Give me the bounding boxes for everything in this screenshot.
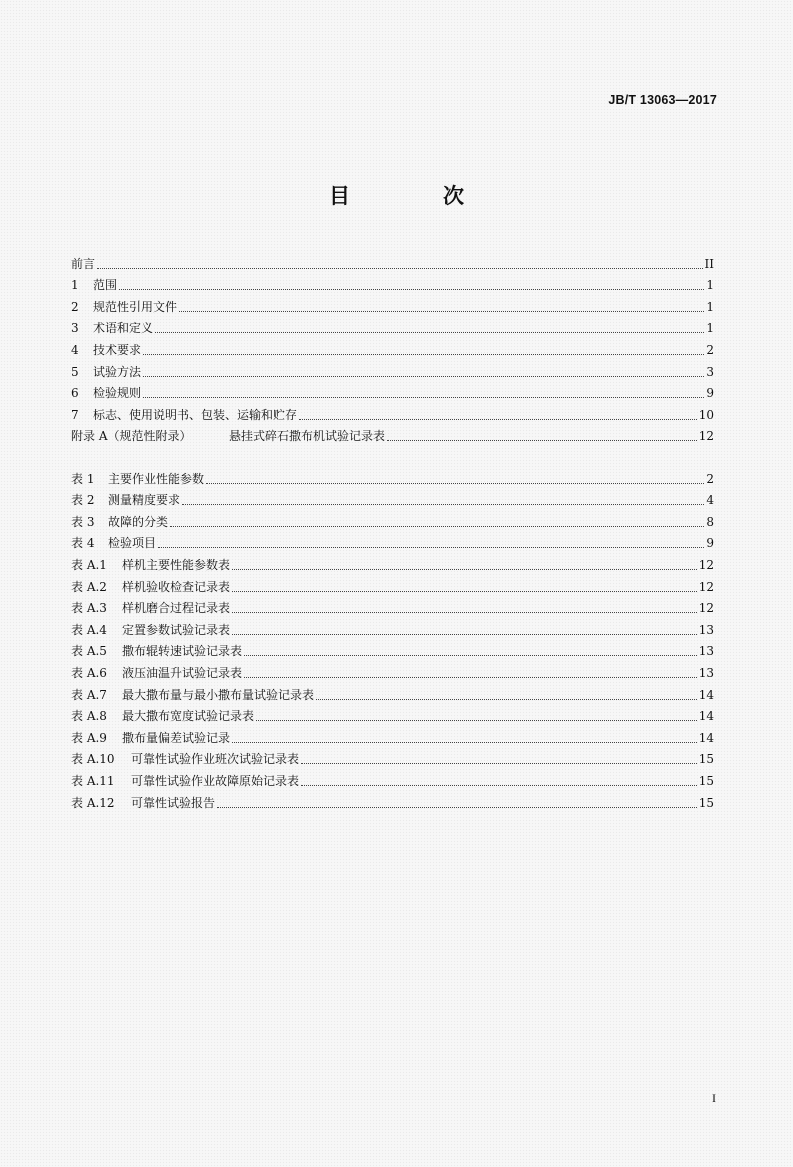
toc-entry-table-4[interactable] [71,530,714,552]
toc-entry-label [71,365,141,380]
toc-entry-table-1[interactable] [71,465,714,487]
toc-entry-text: 标志、使用说明书、包装、运输和贮存 [93,407,298,422]
toc-entry-table-a9[interactable] [71,724,714,746]
leader-dots [206,483,704,484]
leader-dots [119,289,704,290]
toc-entry-clause-5[interactable] [71,358,714,380]
toc-entry-number: 表 A.4 [71,622,107,637]
toc-entry-number: 2 [71,299,79,314]
leader-dots [143,376,704,377]
toc-entry-table-a11[interactable] [71,767,714,789]
leader-dots [301,785,697,786]
toc-entry-number: 表 A.7 [71,687,107,702]
leader-dots [143,397,704,398]
toc-entry-table-2[interactable] [71,487,714,509]
toc-entry-clause-3[interactable] [71,315,714,337]
toc-entry-text: 检验项目 [108,536,157,551]
toc-entry-page: 12 [698,579,714,594]
leader-dots [299,419,697,420]
toc-entry-page: 2 [706,342,714,357]
toc-entry-number: 表 2 [71,493,95,508]
toc-entry-clause-7[interactable] [71,401,714,423]
toc-entry-page: 13 [698,665,714,680]
toc-entry-number: 表 A.8 [71,709,107,724]
toc-entry-label [71,257,95,272]
toc-entry-page: 13 [698,622,714,637]
toc-entry-label [71,752,299,767]
toc-entry-text: 最大撒布宽度试验记录表 [122,709,255,724]
toc-entry-text: 范围 [93,278,118,293]
page-number: I [712,1091,716,1105]
standard-number: JB/T 13063—2017 [608,93,717,107]
toc-entry-page: 8 [706,514,714,529]
toc-entry-number: 6 [71,386,79,401]
toc-entry-label [71,515,168,530]
toc-entry-text: 可靠性试验作业班次试验记录表 [131,752,300,767]
toc-entry-number: 表 A.9 [71,730,107,745]
leader-dots [301,763,697,764]
toc-entry-text: 主要作业性能参数 [108,471,205,486]
toc-entry-label [71,343,141,358]
leader-dots [170,526,704,527]
toc-entry-text: 技术要求 [93,342,142,357]
leader-dots [232,634,697,635]
toc-entry-page: 3 [706,364,714,379]
toc-entry-text: 撒布量偏差试验记录 [122,730,231,745]
toc-entry-label [71,278,117,293]
toc-entry-page: 9 [706,386,714,401]
toc-entry-text: 最大撒布量与最小撒布量试验记录表 [122,687,315,702]
toc-entry-text: 试验方法 [93,364,142,379]
leader-dots [232,569,697,570]
toc-entry-text: 前言 [71,256,96,271]
toc-entry-table-a10[interactable] [71,746,714,768]
toc-entry-number: 附录 A（规范性附录） [71,429,192,444]
toc-entry-clause-6[interactable] [71,380,714,402]
toc-entry-number: 表 A.10 [71,752,115,767]
toc-entry-table-a8[interactable] [71,703,714,725]
toc-entry-page: 15 [698,773,714,788]
toc-entry-number: 表 A.3 [71,601,107,616]
toc-entry-page: 12 [698,557,714,572]
toc-entry-number: 3 [71,321,79,336]
toc-entry-label [71,493,180,508]
toc-entry-number: 表 A.2 [71,579,107,594]
leader-dots [232,591,697,592]
toc-entry-page: 12 [698,429,714,444]
toc-entry-table-a5[interactable] [71,638,714,660]
toc-entry-clause-2[interactable] [71,293,714,315]
toc-entry-label [71,774,299,789]
toc-entry-number: 表 A.12 [71,795,115,810]
toc-entry-table-a2[interactable] [71,573,714,595]
toc-entry-label [71,731,230,746]
toc-entry-label [71,386,141,401]
toc-entry-page: 1 [706,321,714,336]
toc-entry-page: 1 [706,299,714,314]
toc-entry-table-a1[interactable] [71,551,714,573]
leader-dots [158,547,704,548]
toc-entry-label [71,408,297,423]
toc-entry-number: 5 [71,364,79,379]
leader-dots [232,742,697,743]
toc-entry-text: 测量精度要求 [108,493,181,508]
toc-entry-page: 15 [698,752,714,767]
toc-entry-label [71,644,242,659]
toc-entry-text: 可靠性试验报告 [131,795,216,810]
toc-entry-page: 14 [698,730,714,745]
toc-entry-table-a7[interactable] [71,681,714,703]
toc-entry-text: 悬挂式碎石撒布机试验记录表 [229,429,386,444]
toc-entry-number: 表 4 [71,536,95,551]
toc-entry-text: 撒布辊转速试验记录表 [122,644,243,659]
toc-entry-number: 表 A.11 [71,773,115,788]
toc-entry-page: 2 [706,471,714,486]
toc-entry-label [71,688,314,703]
toc-section-list [71,250,714,444]
toc-entry-table-a4[interactable] [71,616,714,638]
toc-entry-number: 表 A.1 [71,557,107,572]
toc-entry-table-a3[interactable] [71,595,714,617]
toc-entry-label [71,472,204,487]
leader-dots [232,612,697,613]
toc-entry-text: 样机磨合过程记录表 [122,601,231,616]
leader-dots [182,504,704,505]
toc-entry-page: II [704,256,714,271]
toc-entry-text: 术语和定义 [93,321,154,336]
leader-dots [143,354,704,355]
toc-entry-text: 定置参数试验记录表 [122,622,231,637]
toc-entry-table-3[interactable] [71,508,714,530]
toc-entry-number: 表 1 [71,471,95,486]
toc-entry-text: 故障的分类 [108,514,169,529]
toc-entry-number: 表 A.5 [71,644,107,659]
toc-entry-label [71,536,156,551]
toc-entry-number: 表 3 [71,514,95,529]
toc-entry-page: 4 [706,493,714,508]
toc-entry-label [71,429,385,444]
toc-entry-label [71,601,230,616]
toc-entry-number: 7 [71,407,79,422]
toc-entry-text: 检验规则 [93,386,142,401]
toc-entry-label [71,580,230,595]
toc-entry-label [71,300,177,315]
toc-entry-clause-1[interactable] [71,272,714,294]
leader-dots [387,440,697,441]
leader-dots [179,311,704,312]
toc-entry-label [71,709,254,724]
toc-entry-label [71,666,242,681]
leader-dots [256,720,697,721]
toc-entry-page: 14 [698,687,714,702]
leader-dots [217,807,697,808]
toc-entry-page: 12 [698,601,714,616]
toc-entry-text: 样机主要性能参数表 [122,557,231,572]
toc-entry-number: 1 [71,278,79,293]
toc-entry-table-a6[interactable] [71,659,714,681]
toc-entry-label [71,623,230,638]
toc-entry-table-a12[interactable] [71,789,714,811]
toc-entry-text: 规范性引用文件 [93,299,178,314]
toc-entry-clause-4[interactable] [71,336,714,358]
toc-entry-page: 14 [698,709,714,724]
toc-entry-text: 可靠性试验作业故障原始记录表 [131,773,300,788]
toc-entry-foreword[interactable] [71,250,714,272]
toc-entry-label [71,558,230,573]
leader-dots [97,268,703,269]
toc-entry-page: 10 [698,407,714,422]
leader-dots [155,332,704,333]
toc-entry-page: 9 [706,536,714,551]
toc-entry-page: 1 [706,278,714,293]
toc-entry-text: 样机验收检查记录表 [122,579,231,594]
toc-entry-number: 表 A.6 [71,665,107,680]
page-title: 目 次 [329,184,500,208]
toc-entry-page: 13 [698,644,714,659]
toc-entry-label [71,796,215,811]
toc-entry-text: 液压油温升试验记录表 [122,665,243,680]
toc-entry-page: 15 [698,795,714,810]
leader-dots [316,699,697,700]
toc-entry-number: 4 [71,342,79,357]
leader-dots [244,677,697,678]
toc-table-list [71,465,714,811]
toc-entry-label [71,321,153,336]
leader-dots [244,655,697,656]
toc-entry-annex-a[interactable] [71,423,714,445]
